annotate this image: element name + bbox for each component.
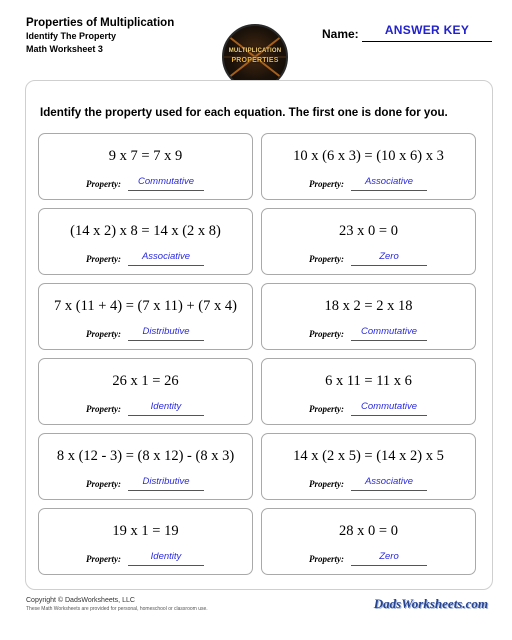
property-row (309, 178, 429, 192)
property-row (309, 553, 429, 567)
property-row (86, 328, 206, 342)
equation: 8 x (12 - 3) = (8 x 12) - (8 x 3) (56, 448, 235, 464)
name-label: Name: (322, 27, 359, 41)
property-answer[interactable]: Associative (364, 476, 414, 487)
problem-card (261, 508, 476, 575)
name-field (322, 20, 492, 42)
copyright: Copyright © DadsWorksheets, LLC (26, 597, 135, 604)
name-value: ANSWER KEY (384, 23, 470, 37)
property-answer[interactable]: Commutative (361, 401, 417, 412)
equation: 19 x 1 = 19 (112, 523, 179, 539)
property-answer-line (351, 340, 427, 341)
equation: 18 x 2 = 2 x 18 (324, 298, 413, 314)
property-answer-line (351, 565, 427, 566)
logo-line-2: PROPERTIES (231, 57, 279, 64)
problem-card (38, 433, 253, 500)
problem-card (38, 283, 253, 350)
property-label: Property: (86, 179, 121, 189)
property-answer[interactable]: Distributive (142, 476, 190, 487)
property-row (86, 553, 206, 567)
property-label: Property: (86, 554, 121, 564)
property-label: Property: (86, 404, 121, 414)
footer (26, 596, 208, 613)
name-underline (362, 41, 492, 42)
property-label: Property: (309, 179, 344, 189)
problem-card (38, 133, 253, 200)
worksheet-subtitle: Identify The Property (26, 31, 117, 41)
property-label: Property: (309, 404, 344, 414)
equation: (14 x 2) x 8 = 14 x (2 x 8) (70, 223, 221, 239)
problems-panel (25, 80, 493, 590)
property-row (86, 478, 206, 492)
property-answer[interactable]: Associative (141, 251, 191, 262)
equation: 26 x 1 = 26 (112, 373, 179, 389)
equation: 14 x (2 x 5) = (14 x 2) x 5 (293, 448, 444, 464)
property-answer-line (128, 415, 204, 416)
logo-line-1: MULTIPLICATION (228, 48, 282, 54)
problem-card (261, 433, 476, 500)
property-answer[interactable]: Commutative (361, 326, 417, 337)
equation: 9 x 7 = 7 x 9 (108, 148, 183, 164)
problem-card (261, 283, 476, 350)
problem-card (38, 208, 253, 275)
property-answer-line (128, 265, 204, 266)
property-answer[interactable]: Identity (150, 551, 182, 562)
property-answer[interactable]: Zero (379, 551, 399, 562)
equation: 7 x (11 + 4) = (7 x 11) + (7 x 4) (54, 298, 237, 314)
property-answer[interactable]: Associative (364, 176, 414, 187)
property-label: Property: (309, 329, 344, 339)
problem-card (261, 133, 476, 200)
property-answer-line (128, 490, 204, 491)
property-row (309, 478, 429, 492)
property-answer-line (128, 565, 204, 566)
property-answer-line (351, 265, 427, 266)
property-answer-line (128, 190, 204, 191)
property-answer[interactable]: Zero (379, 251, 399, 262)
equation: 23 x 0 = 0 (339, 223, 398, 239)
property-row (86, 253, 206, 267)
property-row (86, 178, 206, 192)
disclaimer: These Math Worksheets are provided for personal, homeschool or classroom use. (26, 606, 208, 612)
property-label: Property: (309, 479, 344, 489)
problem-card (38, 358, 253, 425)
worksheet-number: Math Worksheet 3 (26, 44, 103, 54)
worksheet-title: Properties of Multiplication (26, 17, 175, 29)
equation: 10 x (6 x 3) = (10 x 6) x 3 (293, 148, 444, 164)
instructions: Identify the property used for each equation. The first one is done for you. (40, 106, 448, 119)
property-row (309, 328, 429, 342)
property-row (86, 403, 206, 417)
property-answer[interactable]: Identity (150, 401, 182, 412)
worksheet-header (26, 16, 174, 56)
brand-logo: DadsWorksheets.com (373, 596, 488, 611)
property-answer-line (351, 415, 427, 416)
property-label: Property: (309, 554, 344, 564)
property-row (309, 403, 429, 417)
problem-card (261, 358, 476, 425)
property-answer-line (128, 340, 204, 341)
property-label: Property: (86, 479, 121, 489)
problem-card (261, 208, 476, 275)
property-row (309, 253, 429, 267)
property-label: Property: (86, 254, 121, 264)
equation: 6 x 11 = 11 x 6 (325, 373, 412, 389)
property-answer-line (351, 190, 427, 191)
property-answer-line (351, 490, 427, 491)
problem-card (38, 508, 253, 575)
property-answer[interactable]: Distributive (142, 326, 190, 337)
property-label: Property: (86, 329, 121, 339)
equation: 28 x 0 = 0 (339, 523, 398, 539)
property-answer[interactable]: Commutative (138, 176, 194, 187)
property-label: Property: (309, 254, 344, 264)
